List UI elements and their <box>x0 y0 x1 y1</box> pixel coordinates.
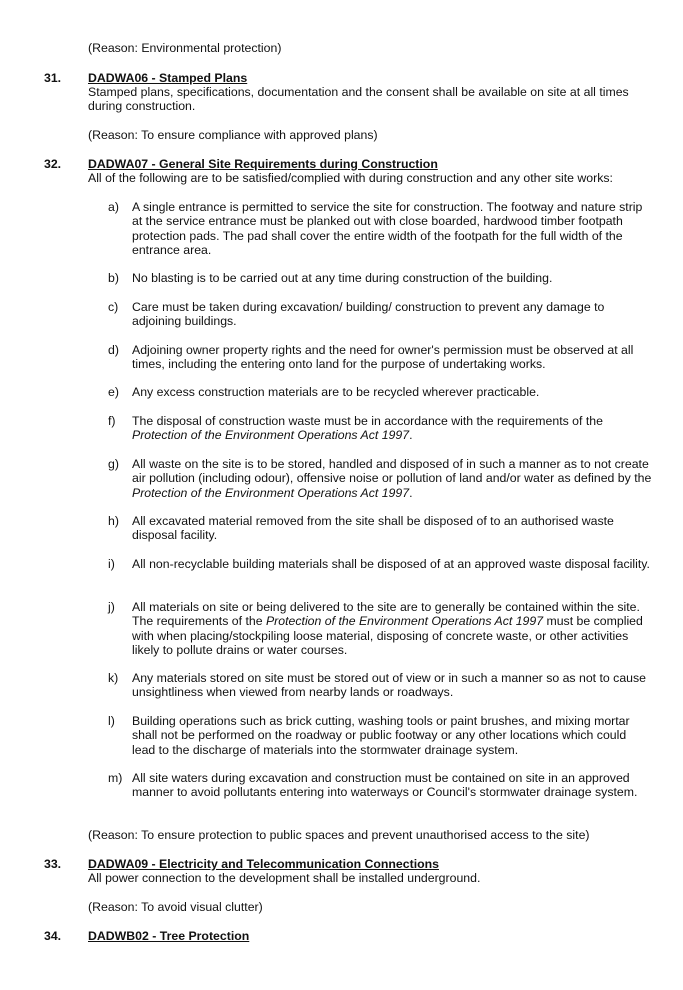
list-item-text-part: . <box>409 485 413 500</box>
list-item-text: Any excess construction materials are to be recycled wherever practicable. <box>132 385 540 399</box>
reason-text: (Reason: To avoid visual clutter) <box>88 900 263 914</box>
list-item-text: Adjoining owner property rights and the need for owner's permission must be observed at all times, including the entering onto land for the purpose of undertaking works. <box>132 343 634 372</box>
list-item-letter: c) <box>108 300 119 314</box>
list-item-text <box>132 600 652 658</box>
list-item-letter: e) <box>108 385 119 399</box>
list-item-text-part: must be complied with when placing/stockpiling loose material, disposing of concrete waste, or other activities likely to pollute drains or water courses. <box>132 614 643 658</box>
list-item-text-part: All waste on the site is to be stored, handled and disposed of in such a manner as to not create air pollution (including odour), offensive noise or pollution of land and/or water as defined by the <box>132 457 652 486</box>
list-item-text: No blasting is to be carried out at any time during construction of the building. <box>132 271 553 285</box>
list-item-text: All non-recyclable building materials shall be disposed of at an approved waste disposal facility. <box>132 557 650 571</box>
act-name: Protection of the Environment Operations Act 1997 <box>132 485 410 500</box>
list-item-letter: l) <box>108 714 115 728</box>
condition-intro: All of the following are to be satisfied/complied with during construction and any other site works: <box>88 171 613 185</box>
reason-text: (Reason: To ensure protection to public spaces and prevent unauthorised access to the site) <box>88 828 590 842</box>
list-item-text: Any materials stored on site must be stored out of view or in such a manner so as not to cause unsightliness when viewed from nearby lands or roadways. <box>132 671 646 700</box>
list-item-text-part: The disposal of construction waste must be in accordance with the requirements of the <box>132 414 603 428</box>
list-item-text <box>132 457 652 500</box>
list-item-letter: h) <box>108 514 119 528</box>
list-item-letter: d) <box>108 343 119 357</box>
condition-number: 34. <box>44 929 62 943</box>
condition-body: All power connection to the development shall be installed underground. <box>88 871 481 885</box>
condition-number: 31. <box>44 71 62 85</box>
list-item-letter: j) <box>108 600 115 614</box>
list-item-letter: m) <box>108 771 123 785</box>
reason-text: (Reason: Environmental protection) <box>88 41 282 55</box>
act-name: Protection of the Environment Operations Act 1997 <box>132 428 410 443</box>
list-item-text-part: All materials on site or being delivered to the site are to generally be contained within the site. The requirements of the <box>132 600 640 629</box>
list-item-text: Care must be taken during excavation/ building/ construction to prevent any damage to adjoining buildings. <box>132 300 605 329</box>
list-item-letter: i) <box>108 557 115 571</box>
condition-number: 32. <box>44 157 62 171</box>
condition-heading: DADWB02 - Tree Protection <box>88 929 250 943</box>
list-item-text-part: . <box>409 428 413 443</box>
condition-number: 33. <box>44 857 62 871</box>
list-item-letter: f) <box>108 414 116 428</box>
act-name: Protection of the Environment Operations Act 1997 <box>265 614 544 629</box>
list-item-letter: b) <box>108 271 119 285</box>
list-item-text <box>132 414 652 443</box>
condition-heading: DADWA07 - General Site Requirements during Construction <box>88 157 438 171</box>
condition-heading: DADWA06 - Stamped Plans <box>88 71 248 85</box>
list-item-text: All site waters during excavation and construction must be contained on site in an approved manner to avoid pollutants entering into waterways or Council's stormwater drainage system. <box>132 771 638 800</box>
list-item-letter: k) <box>108 671 119 685</box>
list-item-letter: a) <box>108 200 119 214</box>
list-item-text: A single entrance is permitted to service the site for construction. The footway and nature strip at the service entrance must be planked out with close boarded, hardwood timber footpath protection pads. The pad shall cover the entire width of the footpath for the full width of the entrance area. <box>132 200 643 258</box>
condition-body: Stamped plans, specifications, documentation and the consent shall be available on site at all times during construction. <box>88 85 629 114</box>
condition-heading: DADWA09 - Electricity and Telecommunication Connections <box>88 857 439 871</box>
list-item-text: All excavated material removed from the site shall be disposed of to an authorised waste disposal facility. <box>132 514 614 543</box>
list-item-letter: g) <box>108 457 119 471</box>
list-item-text: Building operations such as brick cutting, washing tools or paint brushes, and mixing mortar shall not be performed on the roadway or public footway or any other locations which could lead to the discharge of materials into the stormwater drainage system. <box>132 714 630 757</box>
reason-text: (Reason: To ensure compliance with approved plans) <box>88 128 378 142</box>
